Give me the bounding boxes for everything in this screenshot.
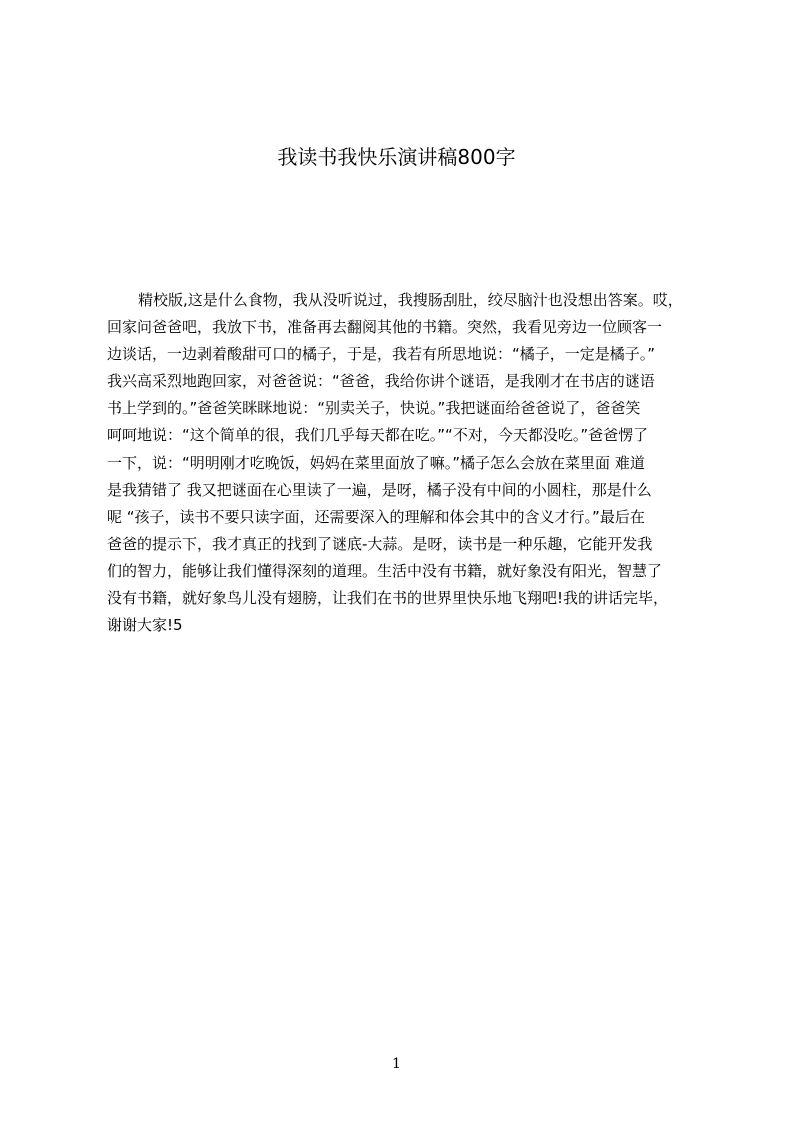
text-line: 书上学到的。”爸爸笑眯眯地说：“别卖关子，快说。”我把谜面给爸爸说了，爸爸笑: [107, 399, 641, 418]
text-line: 谢谢大家!5: [107, 616, 183, 635]
text-line: 精校版,这是什么食物，我从没听说过，我搜肠刮肚，绞尽脑汁也没想出答案。哎，: [138, 291, 683, 309]
text-line: 是我猜错了 我又把谜面在心里读了一遍，是呀，橘子没有中间的小圆柱，那是什么: [107, 480, 652, 499]
text-line: 我兴高采烈地跑回家，对爸爸说：“爸爸，我给你讲个谜语，是我刚才在书店的谜语: [107, 372, 655, 391]
text-line: 没有书籍，就好象鸟儿没有翅膀，让我们在书的世界里快乐地飞翔吧!我的讲话完毕，: [107, 589, 669, 608]
text-line: 回家问爸爸吧，我放下书，准备再去翻阅其他的书籍。突然，我看见旁边一位顾客一: [107, 318, 663, 337]
document-title: 我读书我快乐演讲稿800字: [277, 145, 516, 169]
text-line: 爸爸的提示下，我才真正的找到了谜底-大蒜。是呀，读书是一种乐趣，它能开发我: [107, 534, 653, 553]
text-line: 呵呵地说：“这个简单的很，我们几乎每天都在吃。”“不对，今天都没吃。”爸爸愣了: [107, 426, 649, 445]
page-number: 1: [392, 1056, 401, 1072]
body-paragraph: [107, 287, 707, 639]
text-line: 一下，说：“明明刚才吃晚饭，妈妈在菜里面放了嘛。”橘子怎么会放在菜里面 难道: [107, 453, 645, 472]
text-line: 边谈话，一边剥着酸甜可口的橘子，于是，我若有所思地说：“橘子，一定是橘子。”: [107, 345, 656, 364]
text-line: 们的智力，能够让我们懂得深刻的道理。生活中没有书籍，就好象没有阳光，智慧了: [107, 561, 663, 580]
text-line: 呢 “孩子，读书不要只读字面，还需要深入的理解和体会其中的含义才行。”最后在: [107, 507, 645, 526]
